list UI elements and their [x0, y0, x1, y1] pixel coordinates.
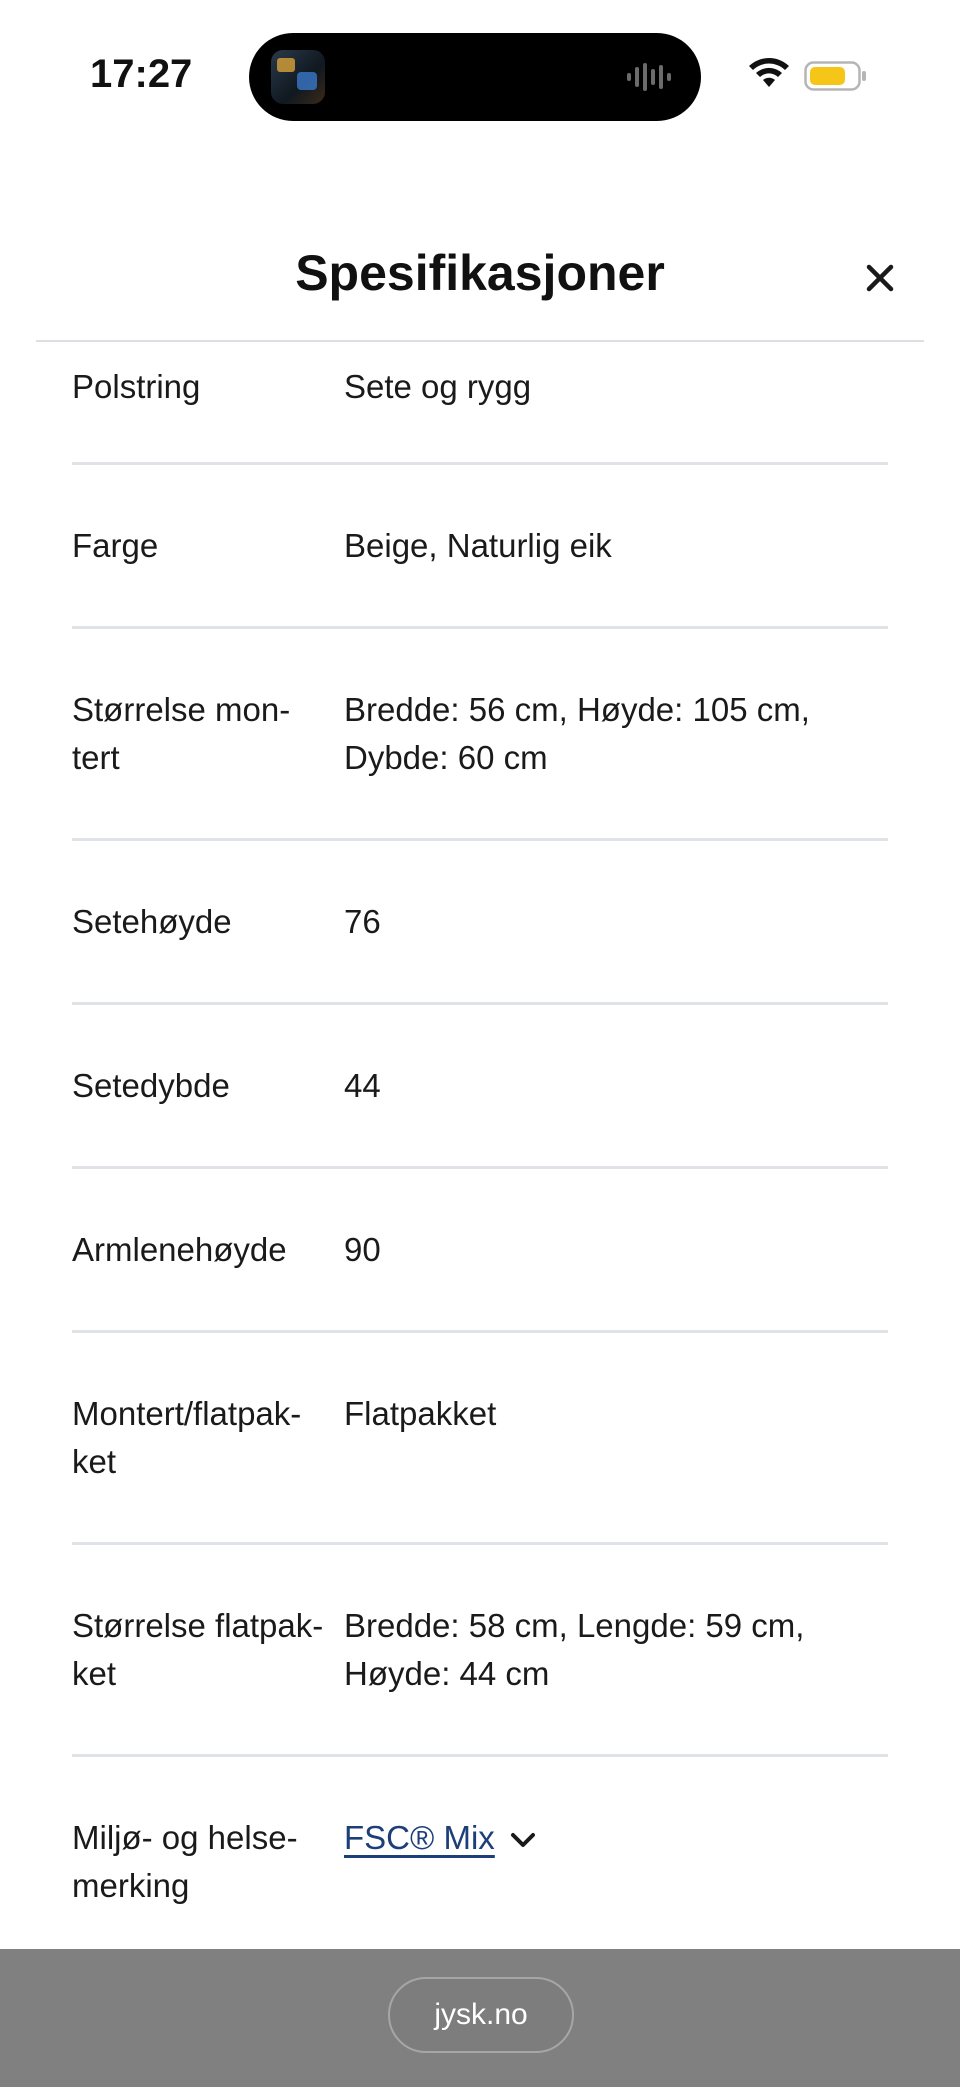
spec-row-farge	[72, 465, 888, 629]
spec-label: Polstring	[72, 368, 201, 405]
spec-label-line: ket	[72, 1655, 117, 1692]
spec-label	[72, 1390, 340, 1486]
spec-label	[72, 686, 340, 782]
spec-row-storrelse-montert	[72, 629, 888, 841]
spec-label	[72, 1814, 340, 1910]
spec-value-line: Høyde: 44 cm	[344, 1655, 550, 1692]
spec-value: 90	[344, 1231, 381, 1268]
spec-value: Sete og rygg	[344, 368, 532, 405]
page-title: Spesifikasjoner	[295, 245, 665, 301]
spec-value: Beige, Naturlig eik	[344, 527, 612, 564]
spec-row-polstring	[72, 341, 888, 465]
spec-label	[72, 1602, 340, 1698]
audio-waveform-icon	[625, 61, 673, 93]
spec-row-storrelse-flatpakket	[72, 1545, 888, 1757]
status-time: 17:27	[90, 52, 193, 96]
spec-label-line: tert	[72, 739, 120, 776]
spec-label: Setehøyde	[72, 903, 232, 940]
fsc-mix-link[interactable]: FSC® Mix	[344, 1819, 495, 1856]
spec-row-setedybde	[72, 1005, 888, 1169]
spec-label-line: ket	[72, 1443, 117, 1480]
battery-icon	[804, 61, 868, 91]
spec-label-line: Miljø- og helse-	[72, 1819, 298, 1856]
spec-value: 76	[344, 903, 381, 940]
wifi-icon	[748, 58, 790, 90]
spec-row-setehoyde	[72, 841, 888, 1005]
chevron-down-icon[interactable]	[509, 1830, 537, 1850]
spec-label-line: Størrelse mon-	[72, 691, 291, 728]
spec-value-line: Bredde: 58 cm, Lengde: 59 cm,	[344, 1607, 805, 1644]
spec-label: Setedybde	[72, 1067, 230, 1104]
spec-value-line: Dybde: 60 cm	[344, 739, 548, 776]
status-bar	[0, 0, 960, 150]
browser-bottom-bar	[0, 1949, 960, 2087]
spec-label-line: Montert/flatpak-	[72, 1395, 302, 1432]
spec-value	[344, 1814, 888, 1862]
close-button[interactable]	[856, 254, 904, 302]
spec-value: Flatpakket	[344, 1395, 497, 1432]
specifications-list	[72, 341, 888, 1949]
spec-row-miljo-helsemerking	[72, 1757, 888, 1949]
spec-label-line: merking	[72, 1867, 190, 1904]
spec-label: Armlenehøyde	[72, 1231, 287, 1268]
spec-label-line: Størrelse flatpak-	[72, 1607, 324, 1644]
spec-value: 44	[344, 1067, 381, 1104]
spec-row-montert-flatpakket	[72, 1333, 888, 1545]
specifications-header	[36, 220, 924, 342]
url-bar[interactable]: jysk.no	[388, 1977, 574, 2053]
spec-value-line: Bredde: 56 cm, Høyde: 105 cm,	[344, 691, 810, 728]
spec-label: Farge	[72, 527, 159, 564]
dynamic-island[interactable]	[249, 33, 701, 121]
now-playing-artwork-icon	[271, 50, 325, 104]
spec-value	[344, 686, 888, 782]
spec-row-armlenehoyde	[72, 1169, 888, 1333]
close-icon	[865, 263, 895, 293]
spec-value	[344, 1602, 888, 1698]
